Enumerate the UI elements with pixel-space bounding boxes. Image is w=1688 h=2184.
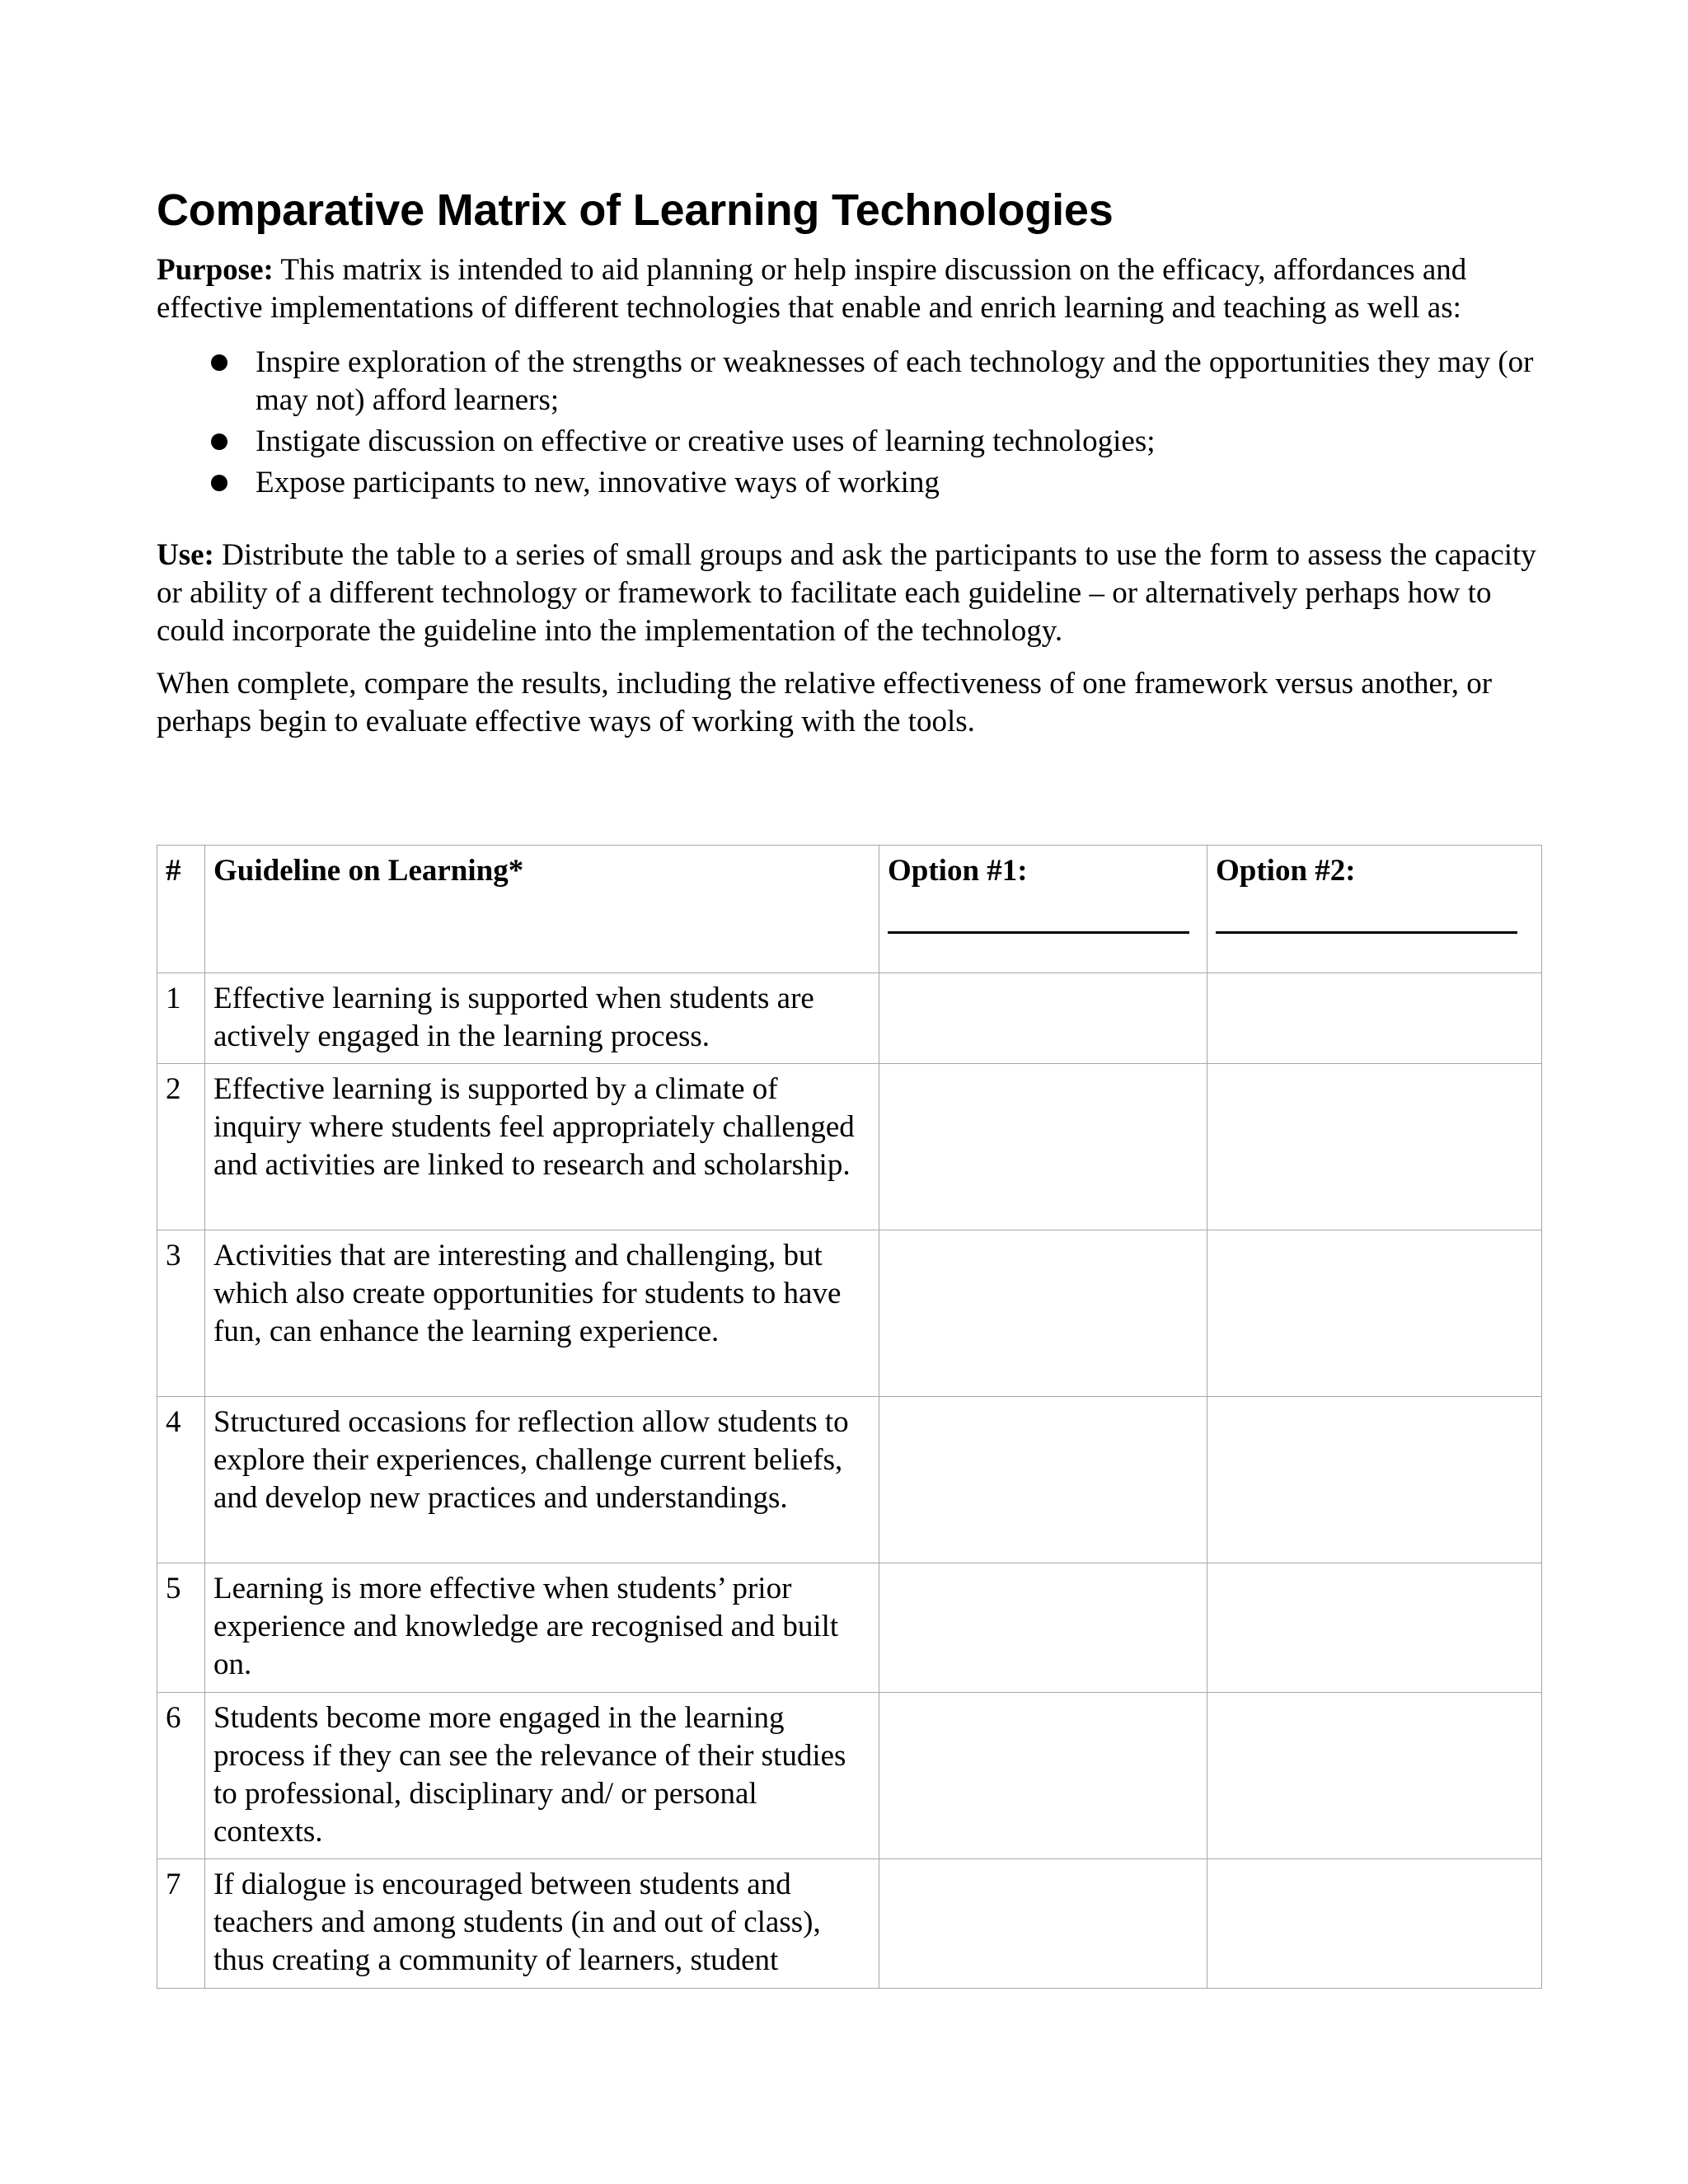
table-row	[157, 1693, 1542, 1859]
option-1-blank-line[interactable]	[888, 931, 1189, 934]
row-option-2-cell[interactable]	[1207, 1064, 1542, 1230]
row-guideline: Effective learning is supported when students are actively engaged in the learning process.	[205, 973, 879, 1064]
bullet-dot-icon	[211, 434, 227, 450]
table-header-row	[157, 846, 1542, 973]
bullet-item	[157, 464, 1541, 502]
row-option-2-cell[interactable]	[1207, 1693, 1542, 1859]
row-option-1-cell[interactable]	[879, 1693, 1207, 1859]
row-option-1-cell[interactable]	[879, 1230, 1207, 1397]
row-option-2-cell[interactable]	[1207, 1397, 1542, 1563]
option-2-label: Option #2:	[1216, 854, 1356, 888]
row-num: 6	[157, 1693, 205, 1859]
use-text: Distribute the table to a series of small groups and ask the participants to use the form to assess the capacity or ability of a different technology or framework to facilitate each guideline – or alternatively perhaps how to could incorporate the guideline into the implementation of the technology.	[157, 538, 1536, 648]
table-row	[157, 1064, 1542, 1230]
row-option-2-cell[interactable]	[1207, 1230, 1542, 1397]
page-title: Comparative Matrix of Learning Technologies	[157, 185, 1114, 235]
row-guideline: Activities that are interesting and challenging, but which also create opportunities for students to have fun, can enhance the learning experience.	[205, 1230, 879, 1397]
purpose-label: Purpose:	[157, 253, 274, 287]
row-option-2-cell[interactable]	[1207, 1859, 1542, 1989]
header-option-2	[1207, 846, 1542, 973]
table-row	[157, 1230, 1542, 1397]
table-row	[157, 1397, 1542, 1563]
bullet-text: Instigate discussion on effective or creative uses of learning technologies;	[256, 424, 1156, 458]
row-option-1-cell[interactable]	[879, 1859, 1207, 1989]
row-option-1-cell[interactable]	[879, 1064, 1207, 1230]
when-complete-paragraph: When complete, compare the results, including the relative effectiveness of one framework versus another, or perhaps begin to evaluate effective ways of working with the tools.	[157, 667, 1493, 738]
row-option-1-cell[interactable]	[879, 1397, 1207, 1563]
table-row	[157, 1859, 1542, 1989]
row-guideline: If dialogue is encouraged between students and teachers and among students (in and out of class), thus creating a community of learners, student	[205, 1859, 879, 1989]
bullet-dot-icon	[211, 475, 227, 491]
header-num: #	[157, 846, 205, 973]
option-2-blank-line[interactable]	[1216, 931, 1517, 934]
purpose-text: This matrix is intended to aid planning or help inspire discussion on the efficacy, affordances and effective implementations of different technologies that enable and enrich learning and teaching as well as:	[157, 253, 1467, 325]
row-guideline: Structured occasions for reflection allow students to explore their experiences, challenge current beliefs, and develop new practices and understandings.	[205, 1397, 879, 1563]
option-1-label: Option #1:	[888, 854, 1028, 888]
purpose-paragraph	[157, 251, 1541, 327]
row-num: 5	[157, 1563, 205, 1693]
bullet-item	[157, 344, 1541, 419]
header-guideline: Guideline on Learning*	[205, 846, 879, 973]
row-option-2-cell[interactable]	[1207, 973, 1542, 1064]
document-page	[157, 185, 1541, 1977]
row-guideline: Effective learning is supported by a climate of inquiry where students feel appropriately challenged and activities are linked to research and scholarship.	[205, 1064, 879, 1230]
row-option-2-cell[interactable]	[1207, 1563, 1542, 1693]
bullet-dot-icon	[211, 354, 227, 371]
row-num: 3	[157, 1230, 205, 1397]
use-label: Use:	[157, 538, 214, 572]
use-paragraph	[157, 537, 1541, 650]
row-guideline: Learning is more effective when students’ prior experience and knowledge are recognised and built on.	[205, 1563, 879, 1693]
purpose-bullet-list	[157, 344, 1541, 502]
header-option-1	[879, 846, 1207, 973]
row-option-1-cell[interactable]	[879, 973, 1207, 1064]
bullet-text: Inspire exploration of the strengths or weaknesses of each technology and the opportunities they may (or may not) afford learners;	[256, 345, 1534, 417]
table-row	[157, 973, 1542, 1064]
row-num: 1	[157, 973, 205, 1064]
row-num: 7	[157, 1859, 205, 1989]
bullet-text: Expose participants to new, innovative ways of working	[256, 466, 940, 499]
table-row	[157, 1563, 1542, 1693]
row-num: 4	[157, 1397, 205, 1563]
row-guideline: Students become more engaged in the learning process if they can see the relevance of their studies to professional, disciplinary and/ or personal contexts.	[205, 1693, 879, 1859]
row-option-1-cell[interactable]	[879, 1563, 1207, 1693]
bullet-item	[157, 423, 1541, 461]
row-num: 2	[157, 1064, 205, 1230]
comparison-matrix-table	[157, 845, 1542, 1989]
